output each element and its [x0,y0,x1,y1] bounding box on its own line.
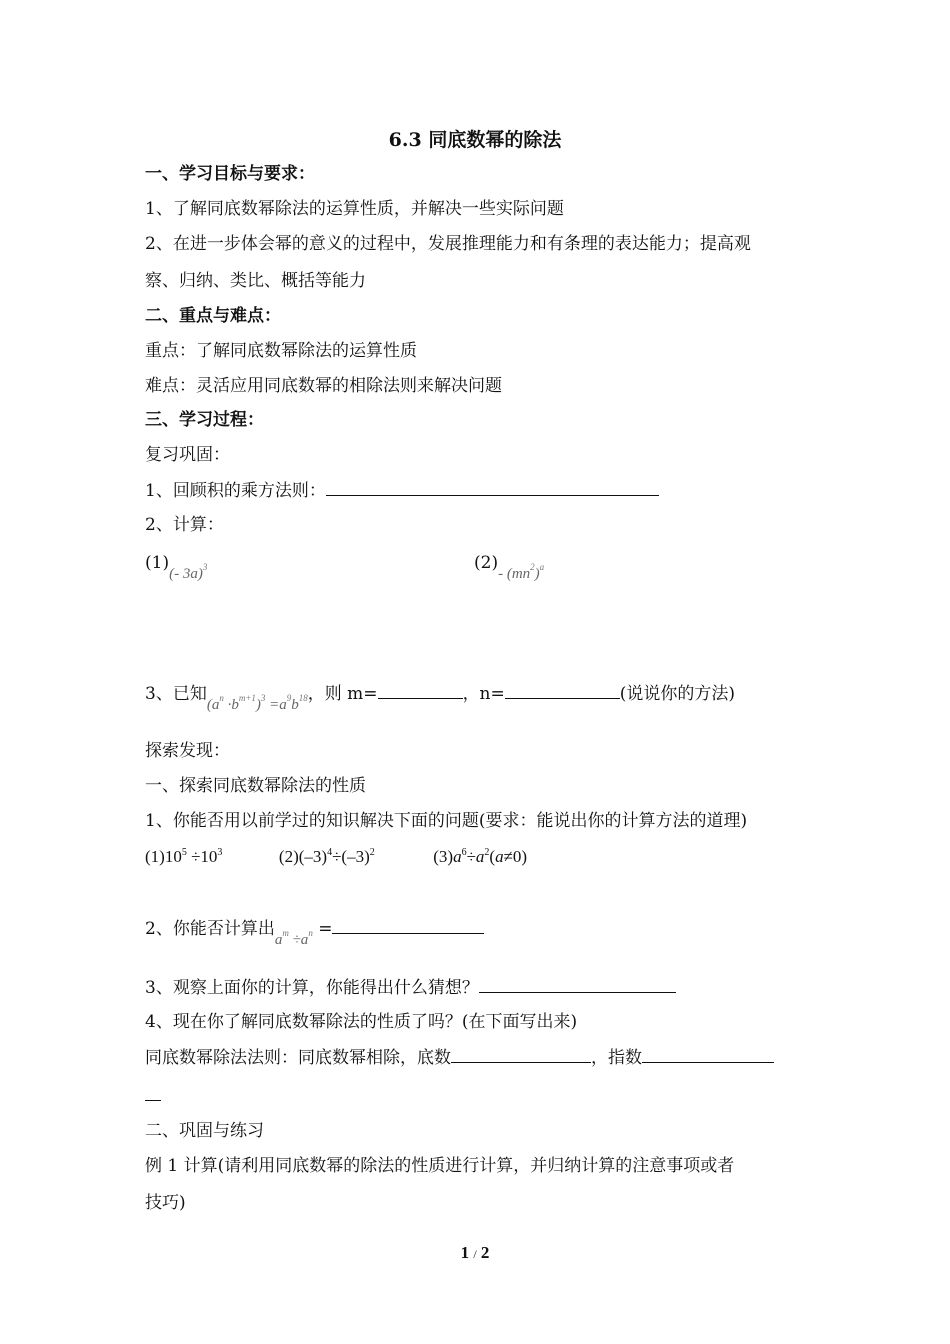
answer-blank-continuation[interactable] [145,1084,161,1101]
explore-question-2-text: 2、你能否计算出 [145,919,275,939]
explore-expressions [145,846,527,868]
expression-1: $(1)10^5 \div 10^3$ [145,847,223,866]
goal-item-2-line-1: 2、在进一步体会幂的意义的过程中，发展推理能力和有条理的表达能力；提高观 [145,234,751,254]
problem-1-label: (1) [145,553,170,573]
division-rule-continuation [145,1084,161,1107]
section-heading-key-points: 二、重点与难点： [145,306,281,326]
explore-question-3-text: 3、观察上面你的计算，你能得出什么猜想？ [145,978,479,998]
problem-1 [145,552,208,582]
problem-1-expression: (- 3a)$^3$ [169,562,208,582]
explore-question-1: 1、你能否用以前学过的知识解决下面的问题(要求：能说出你的计算方法的道理) [145,811,748,831]
review-question-3-prefix: 3、已知 [145,684,207,704]
explore-question-2-expression: $a^m \div a^n$ [274,928,313,948]
example-1-line-2: 技巧) [145,1193,186,1213]
problem-2 [474,552,545,582]
answer-blank[interactable] [332,917,484,934]
division-rule-prefix: 同底数幂除法法则：同底数幂相除，底数 [145,1048,451,1068]
total-pages: 2 [480,1243,490,1262]
goal-item-2-line-2: 察、归纳、类比、概括等能力 [145,271,366,291]
answer-blank[interactable] [479,976,676,993]
explore-question-2 [145,917,484,948]
explore-question-4: 4、现在你了解同底数幂除法的性质了吗？(在下面写出来) [145,1012,578,1032]
key-point: 重点：了解同底数幂除法的运算性质 [145,341,417,361]
problem-2-label: (2) [474,553,499,573]
problem-2-expression: - $(mn^2)^a$ [498,562,545,582]
page-title: 6.3 同底数幂的除法 [388,129,562,151]
difficult-point: 难点：灵活应用同底数幂的相除法则来解决问题 [145,376,502,396]
explore-heading: 探索发现： [145,741,230,761]
page-separator: / [473,1247,477,1261]
division-rule-middle: ，指数 [591,1048,642,1068]
explore-subheading-1: 一、探索同底数幂除法的性质 [145,776,366,796]
explore-subheading-2: 二、巩固与练习 [145,1121,264,1141]
review-question-3-expression: $(a^n \cdot b^{m+1})^3 =a^9b^{18}$ [206,693,308,713]
section-heading-goals: 一、学习目标与要求： [145,164,315,184]
answer-blank-m[interactable] [378,682,463,699]
example-1-line-1: 例 1 计算(请利用同底数幂的除法的性质进行计算，并归纳计算的注意事项或者 [145,1156,735,1176]
current-page: 1 [460,1243,470,1262]
review-question-2: 2、计算： [145,515,224,535]
goal-item-1: 1、了解同底数幂除法的运算性质，并解决一些实际问题 [145,199,564,219]
section-heading-process: 三、学习过程： [145,410,264,430]
review-question-1-text: 1、回顾积的乘方法则： [145,481,326,501]
review-label: 复习巩固： [145,445,230,465]
answer-blank[interactable] [326,479,659,496]
page-number [0,1243,950,1263]
expression-2: $(2)(-3)^4\div(-3)^2$ [278,847,375,866]
answer-blank-exponent[interactable] [642,1046,774,1063]
review-question-3-suffix: (说说你的方法) [619,684,736,704]
expression-3: $(3)a^6\div a^2(a\ne 0)$ [433,847,528,866]
answer-blank-n[interactable] [505,682,620,699]
division-rule [145,1046,774,1069]
explore-question-3 [145,976,676,999]
review-question-3 [145,682,736,713]
review-question-3-m: ，则 m= [307,684,378,704]
explore-question-2-equals: = [312,919,333,939]
answer-blank-base[interactable] [451,1046,591,1063]
review-question-3-n: ，n= [462,684,505,704]
review-question-1 [145,479,659,502]
